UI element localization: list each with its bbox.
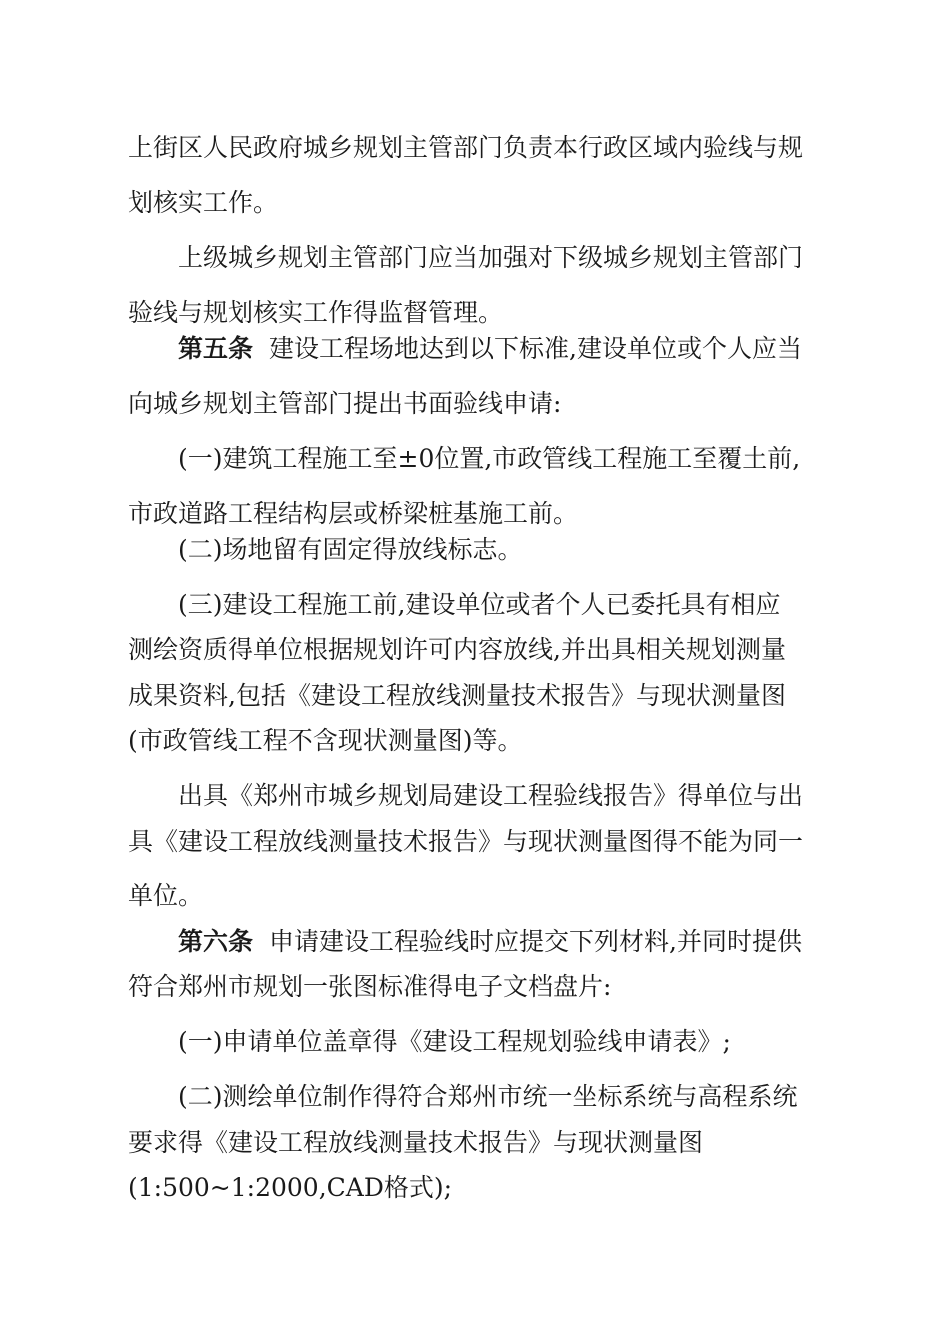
text-line: 测绘资质得单位根据规划许可内容放线,并出具相关规划测量 <box>128 635 786 664</box>
text-line: (1:500~1:2000,CAD格式); <box>128 1173 453 1202</box>
article-heading: 第五条 <box>178 334 254 363</box>
text-line: 出具《郑州市城乡规划局建设工程验线报告》得单位与出 <box>178 781 804 810</box>
article-text: 申请建设工程验线时应提交下列材料,并同时提供 <box>269 927 802 956</box>
text-line: (市政管线工程不含现状测量图)等。 <box>128 726 523 755</box>
text-line: 符合郑州市规划一张图标准得电子文档盘片: <box>128 972 612 1001</box>
text-line: (一)申请单位盖章得《建设工程规划验线申请表》; <box>178 1027 731 1056</box>
text-line: 具《建设工程放线测量技术报告》与现状测量图得不能为同一 <box>128 827 804 856</box>
article-six-line <box>178 922 802 962</box>
article-heading: 第六条 <box>178 927 254 956</box>
text-line: (一)建筑工程施工至±0位置,市政管线工程施工至覆土前, <box>178 444 801 473</box>
text-line: 上级城乡规划主管部门应当加强对下级城乡规划主管部门 <box>178 243 804 272</box>
text-line: (三)建设工程施工前,建设单位或者个人已委托具有相应 <box>178 590 781 619</box>
text-line: 上街区人民政府城乡规划主管部门负责本行政区域内验线与规 <box>128 133 804 162</box>
text-line: 验线与规划核实工作得监督管理。 <box>128 298 504 327</box>
text-line: 向城乡规划主管部门提出书面验线申请: <box>128 389 562 418</box>
article-five-line <box>178 329 802 369</box>
text-line: 市政道路工程结构层或桥梁桩基施工前。 <box>128 499 579 528</box>
text-line: (二)测绘单位制作得符合郑州市统一坐标系统与高程系统 <box>178 1082 798 1111</box>
text-line: 划核实工作。 <box>128 188 279 217</box>
article-text: 建设工程场地达到以下标准,建设单位或个人应当 <box>269 334 802 363</box>
text-line: 成果资料,包括《建设工程放线测量技术报告》与现状测量图 <box>128 681 786 710</box>
text-line: (二)场地留有固定得放线标志。 <box>178 535 523 564</box>
text-line: 要求得《建设工程放线测量技术报告》与现状测量图 <box>128 1128 704 1157</box>
text-line: 单位。 <box>128 881 204 910</box>
